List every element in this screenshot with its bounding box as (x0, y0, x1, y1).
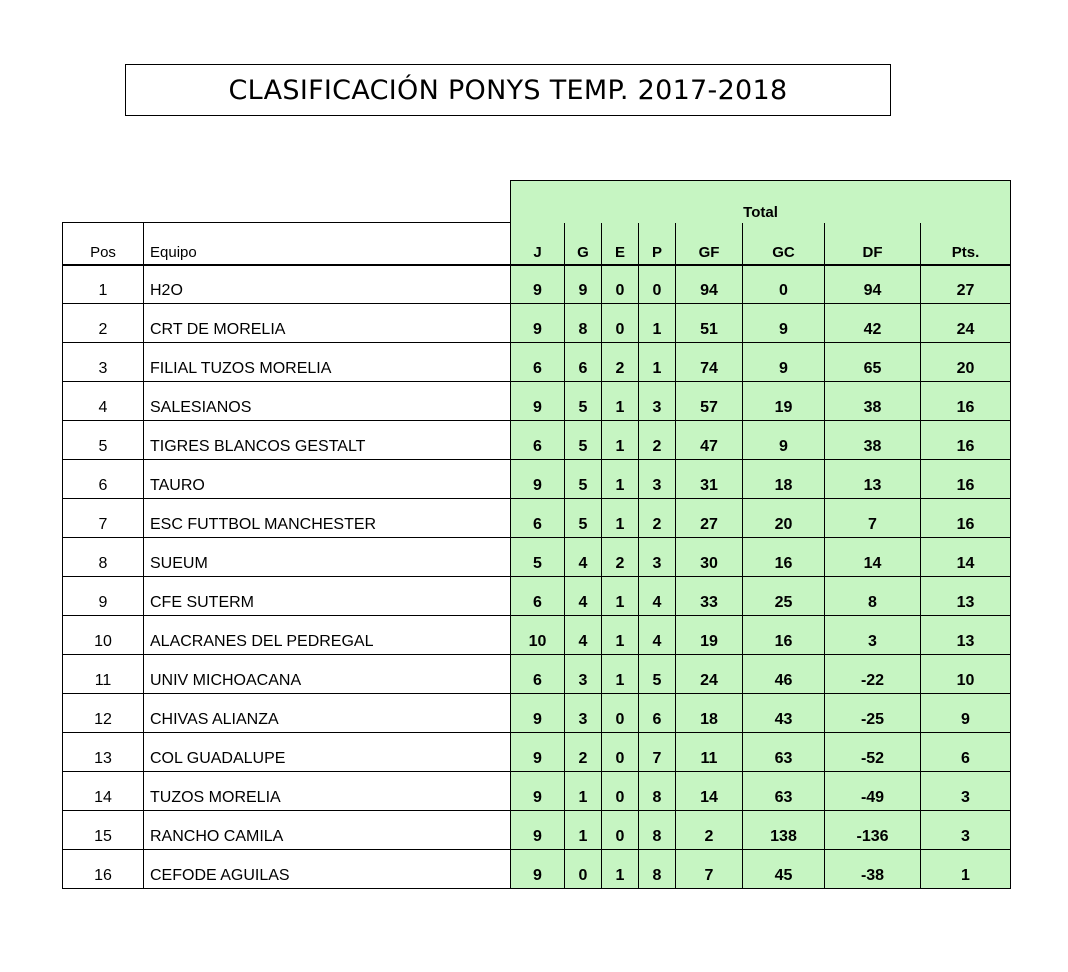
row-team: UNIV MICHOACANA (144, 655, 511, 694)
row-gc: 9 (743, 304, 825, 343)
row-g: 1 (565, 772, 602, 811)
table-row (63, 694, 1011, 733)
header-p: P (639, 223, 676, 265)
row-gc: 9 (743, 421, 825, 460)
row-gc: 46 (743, 655, 825, 694)
row-pts: 1 (921, 850, 1011, 889)
row-gf: 11 (676, 733, 743, 772)
row-g: 8 (565, 304, 602, 343)
row-pos: 4 (63, 382, 144, 421)
row-j: 9 (511, 811, 565, 850)
table-row (63, 304, 1011, 343)
row-df: 42 (825, 304, 921, 343)
row-g: 1 (565, 811, 602, 850)
row-gf: 2 (676, 811, 743, 850)
row-j: 9 (511, 772, 565, 811)
row-p: 4 (639, 577, 676, 616)
row-team: CEFODE AGUILAS (144, 850, 511, 889)
table-row (63, 343, 1011, 382)
row-pts: 16 (921, 499, 1011, 538)
row-e: 1 (602, 850, 639, 889)
row-gf: 19 (676, 616, 743, 655)
row-team: TIGRES BLANCOS GESTALT (144, 421, 511, 460)
row-pos: 13 (63, 733, 144, 772)
row-pts: 3 (921, 811, 1011, 850)
table-row (63, 616, 1011, 655)
row-gc: 0 (743, 265, 825, 304)
row-pos: 8 (63, 538, 144, 577)
row-df: 38 (825, 382, 921, 421)
row-team: TAURO (144, 460, 511, 499)
row-j: 10 (511, 616, 565, 655)
row-team: RANCHO CAMILA (144, 811, 511, 850)
table-row (63, 499, 1011, 538)
table-row (63, 421, 1011, 460)
row-p: 7 (639, 733, 676, 772)
row-e: 0 (602, 265, 639, 304)
row-e: 1 (602, 577, 639, 616)
table-row (63, 655, 1011, 694)
row-df: 65 (825, 343, 921, 382)
header-e: E (602, 223, 639, 265)
header-df: DF (825, 223, 921, 265)
row-g: 3 (565, 655, 602, 694)
row-pos: 7 (63, 499, 144, 538)
row-g: 5 (565, 499, 602, 538)
row-p: 3 (639, 382, 676, 421)
row-df: 3 (825, 616, 921, 655)
row-pts: 16 (921, 421, 1011, 460)
row-gc: 63 (743, 733, 825, 772)
row-pts: 6 (921, 733, 1011, 772)
row-p: 5 (639, 655, 676, 694)
row-pts: 13 (921, 616, 1011, 655)
row-g: 4 (565, 616, 602, 655)
table-row (63, 577, 1011, 616)
row-team: SALESIANOS (144, 382, 511, 421)
row-p: 1 (639, 343, 676, 382)
row-j: 6 (511, 577, 565, 616)
row-p: 2 (639, 499, 676, 538)
row-gf: 7 (676, 850, 743, 889)
row-pos: 5 (63, 421, 144, 460)
row-gc: 9 (743, 343, 825, 382)
row-pts: 16 (921, 460, 1011, 499)
row-df: -38 (825, 850, 921, 889)
row-e: 0 (602, 733, 639, 772)
row-pts: 10 (921, 655, 1011, 694)
row-team: SUEUM (144, 538, 511, 577)
total-group-header: Total (511, 181, 1011, 223)
row-pos: 6 (63, 460, 144, 499)
header-j: J (511, 223, 565, 265)
header-team: Equipo (144, 223, 511, 265)
row-pts: 13 (921, 577, 1011, 616)
row-pos: 2 (63, 304, 144, 343)
row-df: -25 (825, 694, 921, 733)
row-team: ALACRANES DEL PEDREGAL (144, 616, 511, 655)
row-j: 6 (511, 421, 565, 460)
row-j: 9 (511, 382, 565, 421)
row-df: -52 (825, 733, 921, 772)
row-gf: 33 (676, 577, 743, 616)
row-pos: 3 (63, 343, 144, 382)
row-g: 2 (565, 733, 602, 772)
row-pts: 20 (921, 343, 1011, 382)
row-gc: 43 (743, 694, 825, 733)
header-g: G (565, 223, 602, 265)
header-pos: Pos (63, 223, 144, 265)
row-gf: 24 (676, 655, 743, 694)
row-g: 6 (565, 343, 602, 382)
row-j: 9 (511, 694, 565, 733)
row-p: 0 (639, 265, 676, 304)
row-g: 3 (565, 694, 602, 733)
row-e: 1 (602, 460, 639, 499)
row-pts: 16 (921, 382, 1011, 421)
row-gf: 18 (676, 694, 743, 733)
row-pos: 15 (63, 811, 144, 850)
row-gc: 25 (743, 577, 825, 616)
row-df: -22 (825, 655, 921, 694)
row-gf: 74 (676, 343, 743, 382)
row-pts: 14 (921, 538, 1011, 577)
row-df: 38 (825, 421, 921, 460)
row-gc: 16 (743, 538, 825, 577)
row-gc: 138 (743, 811, 825, 850)
row-team: H2O (144, 265, 511, 304)
row-p: 8 (639, 772, 676, 811)
row-pos: 14 (63, 772, 144, 811)
row-e: 1 (602, 499, 639, 538)
row-g: 4 (565, 538, 602, 577)
row-pos: 9 (63, 577, 144, 616)
row-p: 1 (639, 304, 676, 343)
row-gf: 14 (676, 772, 743, 811)
row-df: 14 (825, 538, 921, 577)
page-title: CLASIFICACIÓN PONYS TEMP. 2017-2018 (125, 64, 891, 116)
row-df: 94 (825, 265, 921, 304)
group-header-row (63, 181, 1011, 223)
row-j: 5 (511, 538, 565, 577)
row-p: 6 (639, 694, 676, 733)
row-e: 1 (602, 655, 639, 694)
row-pts: 9 (921, 694, 1011, 733)
table-row (63, 460, 1011, 499)
row-gc: 63 (743, 772, 825, 811)
row-e: 1 (602, 421, 639, 460)
row-g: 4 (565, 577, 602, 616)
row-j: 9 (511, 850, 565, 889)
row-p: 2 (639, 421, 676, 460)
row-gf: 31 (676, 460, 743, 499)
row-j: 9 (511, 733, 565, 772)
row-j: 6 (511, 499, 565, 538)
row-e: 0 (602, 304, 639, 343)
row-team: TUZOS MORELIA (144, 772, 511, 811)
row-e: 1 (602, 382, 639, 421)
row-gf: 51 (676, 304, 743, 343)
header-gc: GC (743, 223, 825, 265)
column-header-row (63, 223, 1011, 265)
row-team: FILIAL TUZOS MORELIA (144, 343, 511, 382)
table-row (63, 733, 1011, 772)
row-team: CRT DE MORELIA (144, 304, 511, 343)
row-pos: 11 (63, 655, 144, 694)
row-j: 6 (511, 343, 565, 382)
row-g: 5 (565, 382, 602, 421)
row-g: 0 (565, 850, 602, 889)
row-p: 3 (639, 460, 676, 499)
row-df: 7 (825, 499, 921, 538)
table-row (63, 265, 1011, 304)
row-p: 3 (639, 538, 676, 577)
standings-table (62, 180, 1011, 889)
row-df: 8 (825, 577, 921, 616)
row-e: 1 (602, 616, 639, 655)
row-e: 0 (602, 772, 639, 811)
row-gf: 27 (676, 499, 743, 538)
row-gf: 30 (676, 538, 743, 577)
row-gc: 18 (743, 460, 825, 499)
table-row (63, 772, 1011, 811)
row-j: 9 (511, 304, 565, 343)
table-row (63, 538, 1011, 577)
row-g: 5 (565, 460, 602, 499)
row-g: 5 (565, 421, 602, 460)
row-p: 8 (639, 811, 676, 850)
row-pos: 10 (63, 616, 144, 655)
row-pts: 24 (921, 304, 1011, 343)
row-j: 6 (511, 655, 565, 694)
row-pos: 12 (63, 694, 144, 733)
row-pts: 3 (921, 772, 1011, 811)
row-j: 9 (511, 265, 565, 304)
row-df: 13 (825, 460, 921, 499)
table-row (63, 850, 1011, 889)
row-pos: 16 (63, 850, 144, 889)
row-gf: 47 (676, 421, 743, 460)
row-team: CFE SUTERM (144, 577, 511, 616)
row-pos: 1 (63, 265, 144, 304)
row-p: 8 (639, 850, 676, 889)
row-gc: 19 (743, 382, 825, 421)
row-gc: 16 (743, 616, 825, 655)
row-gf: 94 (676, 265, 743, 304)
row-p: 4 (639, 616, 676, 655)
row-team: CHIVAS ALIANZA (144, 694, 511, 733)
table-row (63, 382, 1011, 421)
row-gc: 20 (743, 499, 825, 538)
row-gc: 45 (743, 850, 825, 889)
row-e: 0 (602, 694, 639, 733)
row-j: 9 (511, 460, 565, 499)
row-team: ESC FUTTBOL MANCHESTER (144, 499, 511, 538)
header-gf: GF (676, 223, 743, 265)
row-gf: 57 (676, 382, 743, 421)
row-df: -49 (825, 772, 921, 811)
row-e: 2 (602, 538, 639, 577)
row-df: -136 (825, 811, 921, 850)
table-row (63, 811, 1011, 850)
row-g: 9 (565, 265, 602, 304)
row-team: COL GUADALUPE (144, 733, 511, 772)
row-e: 0 (602, 811, 639, 850)
header-pts: Pts. (921, 223, 1011, 265)
row-pts: 27 (921, 265, 1011, 304)
row-e: 2 (602, 343, 639, 382)
